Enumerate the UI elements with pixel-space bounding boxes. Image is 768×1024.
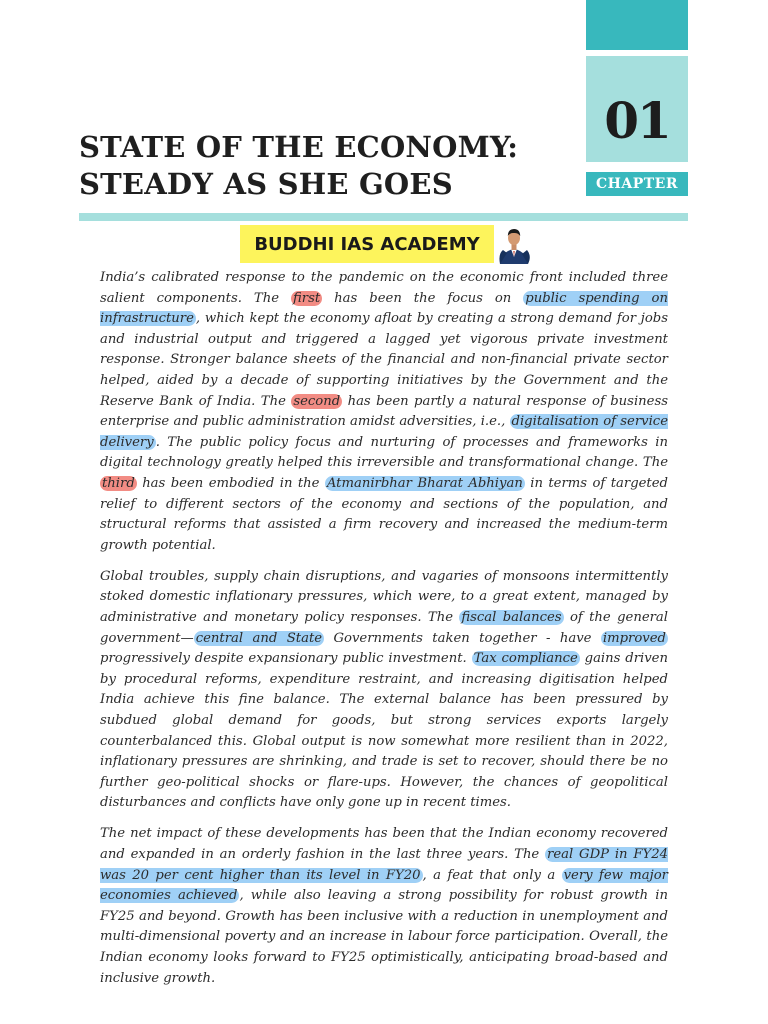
highlighted-phrase: fiscal balances (461, 610, 562, 625)
article-body (100, 268, 668, 1000)
academy-name: BUDDHI IAS ACADEMY (240, 225, 494, 263)
text-run: The net impact of these developments has been that the Indian economy recovered and expanded in an orderly fashion in the last three years. The (100, 826, 668, 863)
chapter-number-box (586, 56, 688, 162)
title-line-2: STEADY AS SHE GOES (79, 167, 453, 201)
highlighted-phrase: improved (602, 630, 666, 646)
text-run: , a feat that only a (422, 867, 562, 883)
highlighted-phrase: Tax compliance (473, 651, 578, 667)
paragraph (100, 268, 668, 556)
text-run: progressively despite expansionary public investment. (100, 651, 472, 667)
paragraph (100, 824, 668, 989)
presenter-avatar-icon (494, 224, 534, 264)
text-run: has been embodied in the (136, 475, 325, 491)
highlighted-phrase: central and State (195, 630, 323, 646)
highlighted-phrase: Atmanirbhar Bharat Abhiyan (326, 475, 523, 491)
highlighted-phrase: third (102, 475, 135, 491)
title-divider (79, 213, 688, 221)
chapter-number: 01 (604, 91, 670, 150)
text-run: gains driven by procedural reforms, expenditure restraint, and increasing digitisation helped India achieve this fine balance. The external balance has been pressured by subdued global demand for goods, but strong services exports largely counterbalanced this. Global output is now somewhat more resilient than in 2022, inflationary pressures are shrinking, and trade is set to recover, should there be no further geo-political shocks or flare-ups. However, the chances of geopolitical disturbances and conflicts have only gone up in recent times. (100, 651, 668, 811)
highlighted-phrase: very few major economies achieved (100, 867, 668, 904)
text-run: , which kept the economy afloat by creating a strong demand for jobs and industrial output and triggered a lagged yet vigorous private investment response. Stronger balance sheets of the financial and non-financial private sector helped, aided by a decade of supporting initiatives by the Government and the Reserve Bank of India. The (100, 311, 668, 409)
paragraph (100, 567, 668, 814)
highlighted-phrase: first (293, 290, 321, 306)
text-run: , while also leaving a strong possibility for robust growth in FY25 and beyond. Growth has been inclusive with a reduction in unemployment and multi-dimensional poverty and an increase in labour force participation. Overall, the Indian economy looks forward to FY25 optimistically, anticipating broad-based and inclusive growth. (100, 888, 668, 986)
highlighted-phrase: real GDP in FY24 was 20 per cent higher than its level in FY20 (100, 847, 668, 883)
text-run: has been the focus on (322, 290, 524, 306)
title-line-1: STATE OF THE ECONOMY: (79, 130, 519, 164)
text-run: in terms of targeted relief to different sectors of the economy and sections of the population, and structural reforms that assisted a firm recovery and increased the medium-term growth potential. (100, 475, 668, 553)
page-title (79, 129, 579, 203)
highlighted-phrase: public spending on infrastructure (100, 290, 668, 327)
text-run: Governments taken together - have (324, 630, 601, 646)
text-run: India’s calibrated response to the pandemic on the economic front included three salient components. The (100, 270, 668, 306)
text-run: of the general government— (100, 610, 669, 646)
chapter-tab-top (586, 0, 688, 50)
highlighted-phrase: digitalisation of service delivery (100, 414, 669, 450)
highlighted-phrase: second (293, 393, 341, 409)
text-run: . The public policy focus and nurturing of processes and frameworks in digital technology greatly helped this irreversible and transformational change. The (100, 434, 668, 471)
text-run: has been partly a natural response of business enterprise and public administration amidst adversities, i.e., (100, 393, 668, 430)
text-run: Global troubles, supply chain disruptions, and vagaries of monsoons intermittently stoked domestic inflationary pressures, which were, to a great extent, managed by administrative and monetary policy responses. The (100, 568, 668, 625)
academy-banner (240, 224, 534, 264)
chapter-label: CHAPTER (586, 172, 688, 196)
